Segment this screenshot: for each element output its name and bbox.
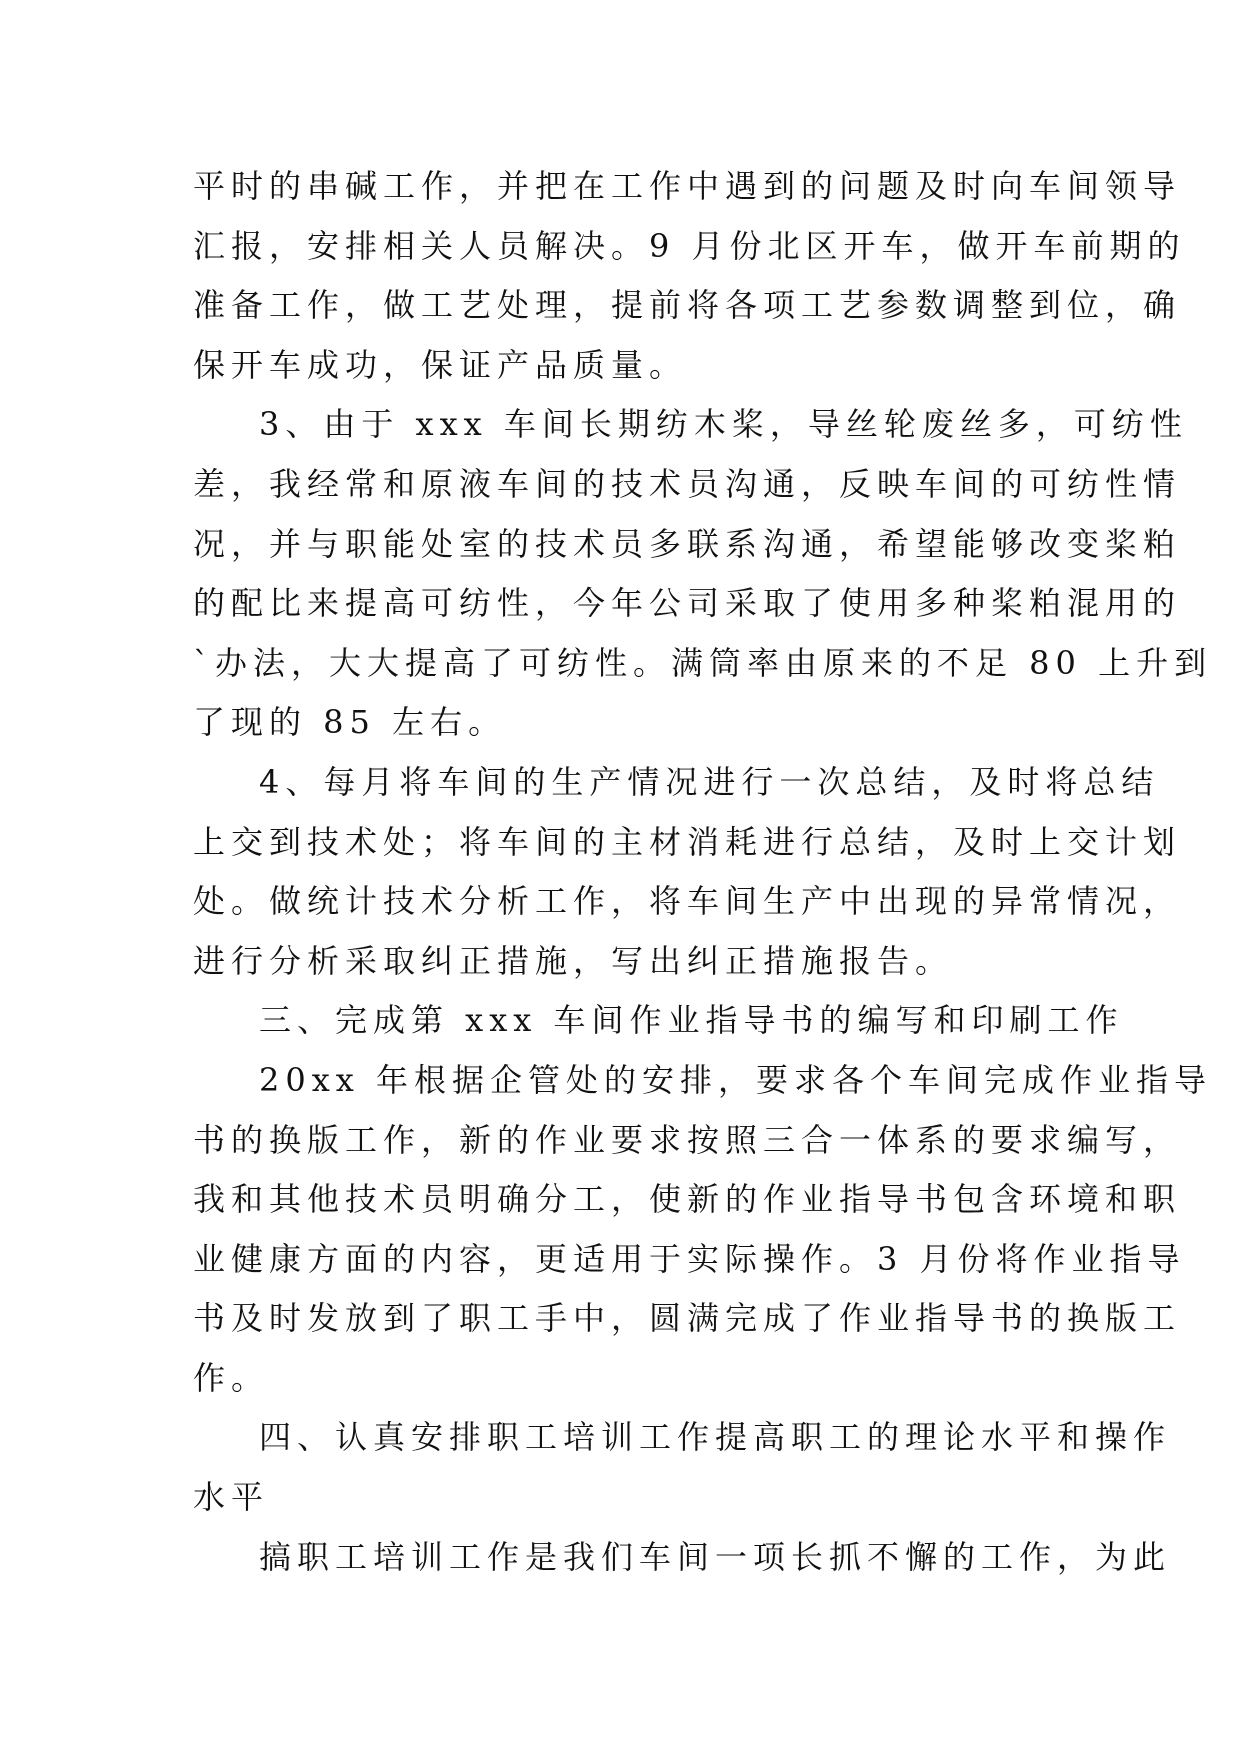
text-line-17: 书的换版工作，新的作业要求按照三合一体系的要求编写， <box>193 1120 1182 1159</box>
text-line-24: 搞职工培训工作是我们车间一项长抓不懈的工作，为此 <box>259 1537 1172 1576</box>
section-heading-4: 四、认真安排职工培训工作提高职工的理论水平和操作 <box>259 1418 1172 1457</box>
text-line-8: 的配比来提高可纺性，今年公司采取了使用多种桨粕混用的 <box>193 584 1182 623</box>
text-line-11: 4、每月将车间的生产情况进行一次总结，及时将总结 <box>259 762 1160 801</box>
text-line-20: 书及时发放到了职工手中，圆满完成了作业指导书的换版工 <box>193 1299 1182 1338</box>
text-line-10: 了现的 85 左右。 <box>193 703 507 742</box>
text-line-13: 处。做统计技术分析工作，将车间生产中出现的异常情况， <box>193 882 1182 921</box>
text-line-18: 我和其他技术员明确分工，使新的作业指导书包含环境和职 <box>193 1180 1182 1219</box>
text-line-9: `办法，大大提高了可纺性。满筒率由原来的不足 80 上升到 <box>193 643 1213 682</box>
text-line-6: 差，我经常和原液车间的技术员沟通，反映车间的可纺性情 <box>193 464 1182 503</box>
text-line-14: 进行分析采取纠正措施，写出纠正措施报告。 <box>193 941 954 980</box>
text-line-1: 平时的串碱工作，并把在工作中遇到的问题及时向车间领导 <box>193 167 1182 205</box>
text-line-21: 作。 <box>193 1358 270 1397</box>
text-line-7: 况，并与职能处室的技术员多联系沟通，希望能够改变桨粕 <box>193 524 1182 563</box>
text-line-2: 汇报，安排相关人员解决。9 月份北区开车，做开车前期的 <box>193 226 1186 265</box>
text-line-12: 上交到技术处；将车间的主材消耗进行总结，及时上交计划 <box>193 822 1182 861</box>
text-line-19: 业健康方面的内容，更适用于实际操作。3 月份将作业指导 <box>193 1239 1186 1278</box>
text-line-5: 3、由于 xxx 车间长期纺木桨，导丝轮废丝多，可纺性 <box>259 405 1188 444</box>
section-heading-3: 三、完成第 xxx 车间作业指导书的编写和印刷工作 <box>259 1001 1124 1040</box>
section-heading-4-continued: 水平 <box>193 1478 270 1517</box>
document-body <box>193 157 1213 1587</box>
text-line-4: 保开车成功，保证产品质量。 <box>193 345 688 384</box>
text-line-16: 20xx 年根据企管处的安排，要求各个车间完成作业指导 <box>259 1060 1212 1099</box>
text-line-3: 准备工作，做工艺处理，提前将各项工艺参数调整到位，确 <box>193 286 1182 325</box>
